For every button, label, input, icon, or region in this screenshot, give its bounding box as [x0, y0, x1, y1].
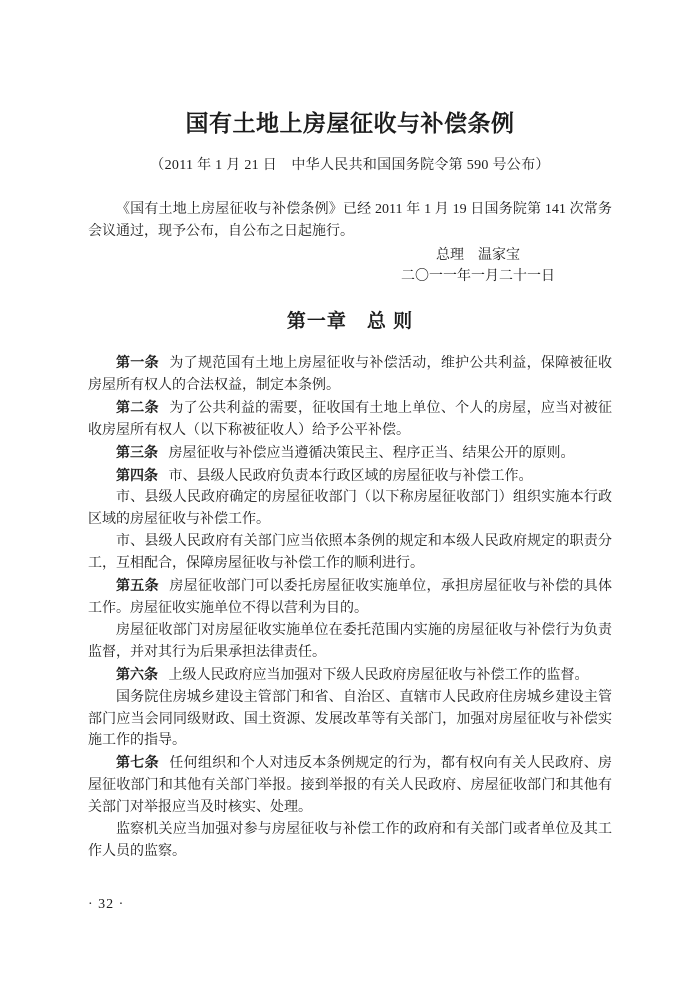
article-paragraph [88, 531, 612, 575]
article-paragraph [88, 465, 612, 488]
article-label: 第二条 [116, 398, 159, 415]
chapter-body [88, 352, 612, 863]
article-paragraph [88, 819, 612, 863]
article-label: 第七条 [116, 754, 159, 771]
article-label: 第六条 [116, 665, 158, 682]
page-number: · 32 · [88, 897, 125, 912]
article-text: 上级人民政府应当加强对下级人民政府房屋征收与补偿工作的监督。 [168, 667, 589, 683]
article-text: 房屋征收部门可以委托房屋征收实施单位，承担房屋征收与补偿的具体工作。房屋征收实施单位不得以营利为目的。 [88, 579, 613, 616]
article-paragraph [88, 352, 612, 397]
signature-block [401, 245, 555, 287]
article-text: 监察机关应当加强对参与房屋征收与补偿工作的政府和有关部门或者单位及其工作人员的监察。 [88, 822, 612, 859]
article-label: 第四条 [116, 466, 158, 483]
article-text: 房屋征收部门对房屋征收实施单位在委托范围内实施的房屋征收与补偿行为负责监督，并对其行为后果承担法律责任。 [88, 622, 612, 660]
article-paragraph [88, 487, 612, 531]
article-text: 为了规范国有土地上房屋征收与补偿活动，维护公共利益，保障被征收房屋所有权人的合法权益，制定本条例。 [88, 356, 613, 393]
article-text: 房屋征收与补偿应当遵循决策民主、程序正当、结果公开的原则。 [168, 445, 575, 461]
article-paragraph [88, 687, 612, 753]
article-text: 市、县级人民政府确定的房屋征收部门（以下称房屋征收部门）组织实施本行政区域的房屋征收与补偿工作。 [88, 490, 612, 528]
promulgation-line: （2011 年 1 月 21 日 中华人民共和国国务院令第 590 号公布） [150, 158, 550, 173]
article-paragraph [88, 397, 612, 442]
article-label: 第五条 [116, 577, 159, 594]
article-text: 市、县级人民政府负责本行政区域的房屋征收与补偿工作。 [168, 468, 533, 484]
article-text: 为了公共利益的需要，征收国有土地上单位、个人的房屋，应当对被征收房屋所有权人（以下称被征收人）给予公平补偿。 [88, 400, 613, 438]
article-paragraph [88, 442, 612, 465]
article-paragraph [88, 620, 612, 664]
article-paragraph [88, 575, 612, 620]
intro-paragraph: 《国有土地上房屋征收与补偿条例》已经 2011 年 1 月 19 日国务院第 141 次常务会议通过，现予公布，自公布之日起施行。 [88, 202, 612, 239]
article-paragraph [88, 752, 612, 819]
signer-line: 总理 温家宝 [436, 248, 520, 263]
signature-date: 二〇一一年一月二十一日 [401, 269, 555, 284]
article-paragraph [88, 664, 612, 687]
article-text: 国务院住房城乡建设主管部门和省、自治区、直辖市人民政府住房城乡建设主管部门应当会同同级财政、国土资源、发展改革等有关部门，加强对房屋征收与补偿实施工作的指导。 [88, 689, 612, 749]
article-label: 第三条 [116, 443, 158, 460]
article-text: 市、县级人民政府有关部门应当依照本条例的规定和本级人民政府规定的职责分工，互相配合，保障房屋征收与补偿工作的顺利进行。 [88, 534, 612, 572]
document-title: 国有土地上房屋征收与补偿条例 [185, 110, 515, 136]
article-label: 第一条 [116, 354, 159, 370]
article-text: 任何组织和个人对违反本条例规定的行为，都有权向有关人民政府、房屋征收部门和其他有关部门举报。接到举报的有关人民政府、房屋征收部门和其他有关部门对举报应当及时核实、处理。 [88, 756, 613, 816]
chapter-title: 第一章 总 则 [286, 311, 414, 332]
